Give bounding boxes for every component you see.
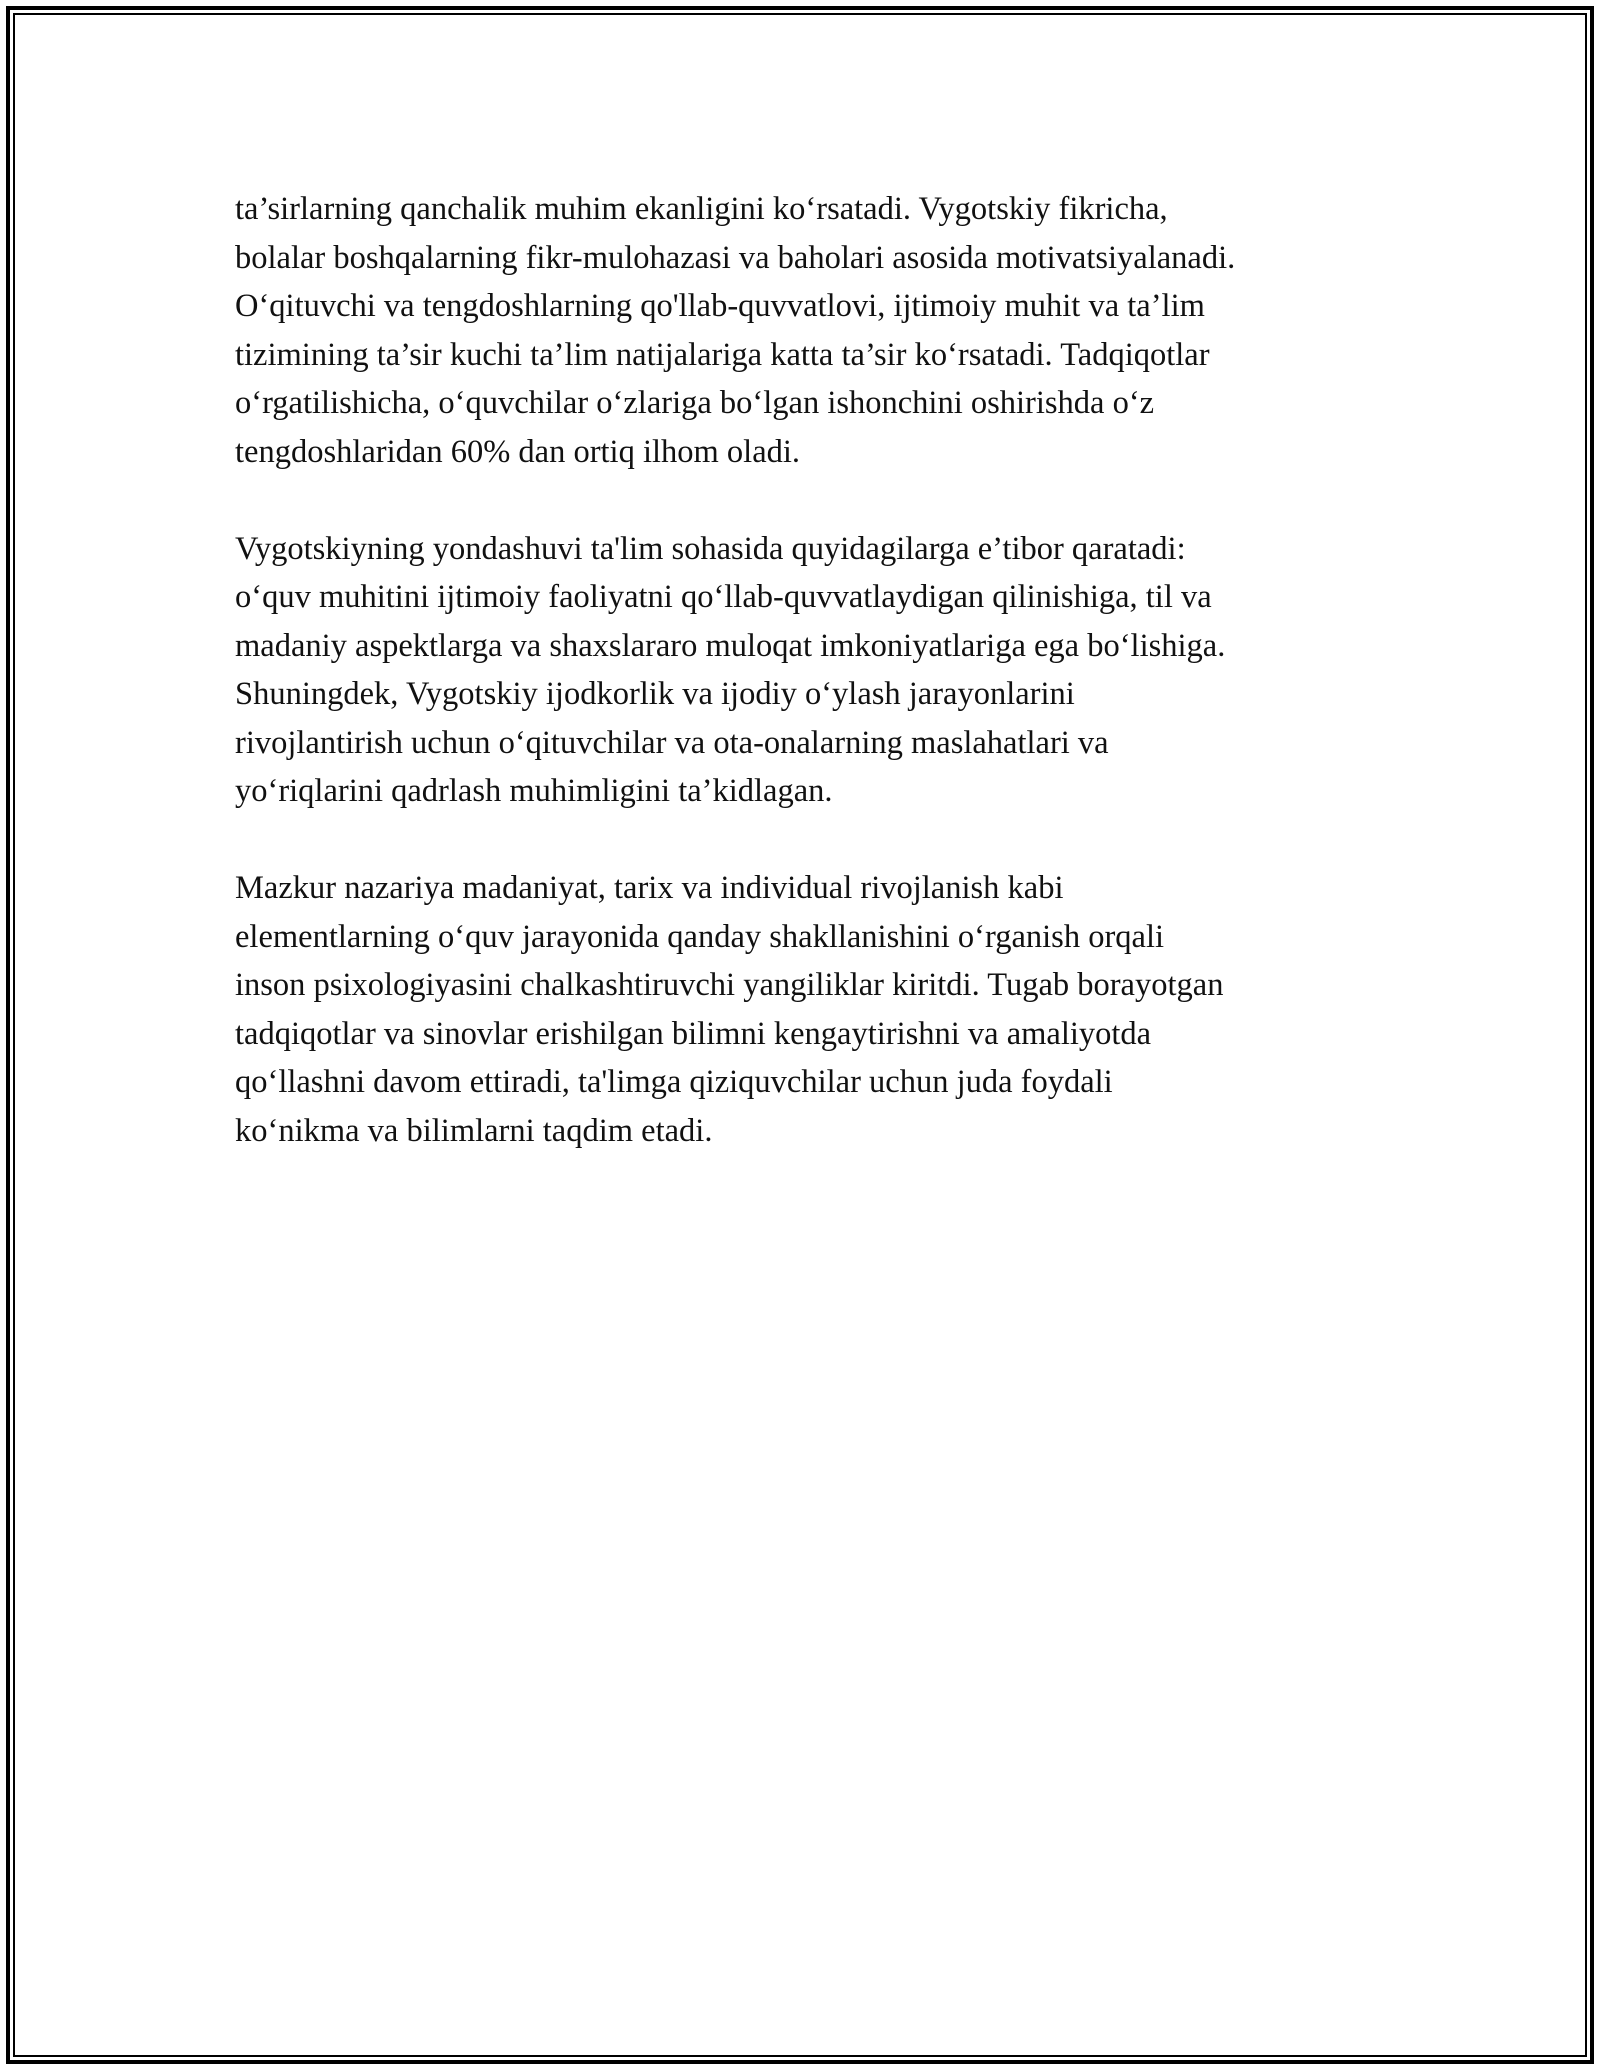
text-line: o‘rgatilishicha, o‘quvchilar o‘zlariga bo‘lgan ishonchini oshirishda o‘z <box>235 385 1155 421</box>
paragraph-3 <box>235 864 1385 1155</box>
text-line: rivojlantirish uchun o‘qituvchilar va ota-onalarning maslahatlari va <box>235 724 1109 761</box>
text-line: Mazkur nazariya madaniyat, tarix va individual rivojlanish kabi <box>235 870 1064 906</box>
text-line: O‘qituvchi va tengdoshlarning qo'llab-quvvatlovi, ijtimoiy muhit va ta’lim <box>235 288 1205 324</box>
text-line: tengdoshlaridan 60% dan ortiq ilhom oladi. <box>235 433 801 470</box>
text-line: elementlarning o‘quv jarayonida qanday shakllanishini o‘rganish orqali <box>235 918 1165 955</box>
paragraph-2 <box>235 525 1385 816</box>
document-body <box>235 185 1385 1204</box>
text-line: tadqiqotlar va sinovlar erishilgan bilimni kengaytirishni va amaliyotda <box>235 1015 1152 1052</box>
text-line: Shuningdek, Vygotskiy ijodkorlik va ijodiy o‘ylash jarayonlarini <box>235 676 1075 712</box>
text-line: Vygotskiyning yondashuvi ta'lim sohasida quyidagilarga e’tibor qaratadi: <box>235 530 1186 567</box>
text-line: o‘quv muhitini ijtimoiy faoliyatni qo‘llab-quvvatlaydigan qilinishiga, til va <box>235 579 1212 615</box>
text-line: tizimining ta’sir kuchi ta’lim natijalariga katta ta’sir ko‘rsatadi. Tadqiqotlar <box>235 336 1210 373</box>
text-line: ko‘nikma va bilimlarni taqdim etadi. <box>235 1112 713 1149</box>
text-line: ta’sirlarning qanchalik muhim ekanligini ko‘rsatadi. Vygotskiy fikricha, <box>235 191 1168 227</box>
text-line: yo‘riqlarini qadrlash muhimligini ta’kidlagan. <box>235 773 833 809</box>
paragraph-1 <box>235 185 1385 476</box>
text-line: qo‘llashni davom ettiradi, ta'limga qiziquvchilar uchun juda foydali <box>235 1064 1113 1100</box>
text-line: madaniy aspektlarga va shaxslararo muloqat imkoniyatlariga ega bo‘lishiga. <box>235 627 1226 664</box>
text-line: bolalar boshqalarning fikr-mulohazasi va baholari asosida motivatsiyalanadi. <box>235 239 1236 276</box>
text-line: inson psixologiyasini chalkashtiruvchi yangiliklar kiritdi. Tugab borayotgan <box>235 967 1224 1003</box>
